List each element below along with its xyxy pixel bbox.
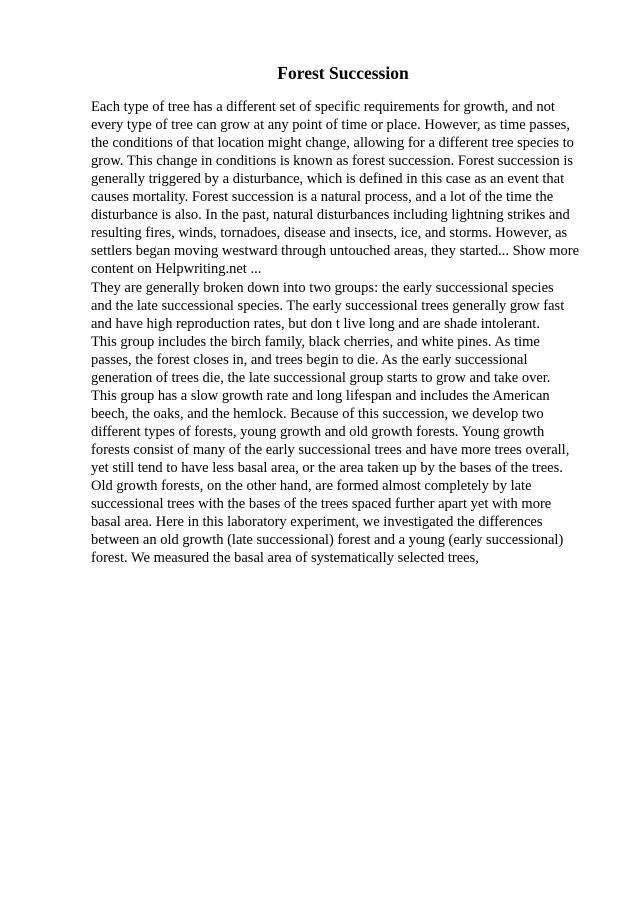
body-text-line: Old growth forests, on the other hand, are formed almost completely by late: [91, 478, 532, 495]
body-text-line: content on Helpwriting.net ...: [91, 261, 262, 278]
body-text-line: and the late successional species. The early successional trees generally grow fast: [91, 297, 565, 314]
body-text-line: Each type of tree has a different set of specific requirements for growth, and not: [91, 99, 555, 115]
body-text-line: successional trees with the bases of the trees spaced further apart yet with more: [91, 496, 552, 513]
body-text-line: settlers began moving westward through untouched areas, they started... Show more: [91, 243, 580, 260]
body-text-line: generation of trees die, the late successional group starts to grow and take over.: [91, 369, 551, 386]
body-text-line: basal area. Here in this laboratory experiment, we investigated the differences: [91, 514, 543, 531]
body-text-line: disturbance is also. In the past, natural disturbances including lightning strikes and: [91, 207, 570, 224]
body-text-line: grow. This change in conditions is known as forest succession. Forest succession is: [91, 153, 574, 170]
body-text-line: the conditions of that location might change, allowing for a different tree species to: [91, 135, 574, 152]
body-text-line: resulting fires, winds, tornadoes, disease and insects, ice, and storms. However, as: [91, 225, 568, 242]
body-text-line: different types of forests, young growth and old growth forests. Young growth: [91, 423, 545, 440]
body-text-line: generally triggered by a disturbance, which is defined in this case as an event that: [91, 171, 565, 188]
body-text-line: and have high reproduction rates, but don t live long and are shade intolerant.: [91, 315, 540, 332]
body-text-line: passes, the forest closes in, and trees begin to die. As the early successional: [91, 351, 528, 368]
body-text-line: forests consist of many of the early successional trees and have more trees overall,: [91, 441, 570, 458]
body-text-line: beech, the oaks, and the hemlock. Because of this succession, we develop two: [91, 405, 544, 422]
document-title: Forest Succession: [277, 63, 409, 83]
body-text-line: They are generally broken down into two groups: the early successional species: [91, 279, 554, 296]
body-text-line: This group has a slow growth rate and long lifespan and includes the American: [91, 387, 550, 404]
body-text-line: yet still tend to have less basal area, or the area taken up by the bases of the trees.: [91, 460, 563, 476]
body-text-line: between an old growth (late successional) forest and a young (early successional): [91, 532, 564, 549]
body-text-line: forest. We measured the basal area of systematically selected trees,: [91, 550, 479, 567]
body-text-line: every type of tree can grow at any point of time or place. However, as time passes,: [91, 117, 570, 134]
body-text-line: This group includes the birch family, black cherries, and white pines. As time: [91, 333, 540, 350]
body-text-line: causes mortality. Forest succession is a natural process, and a lot of the time the: [91, 189, 554, 206]
